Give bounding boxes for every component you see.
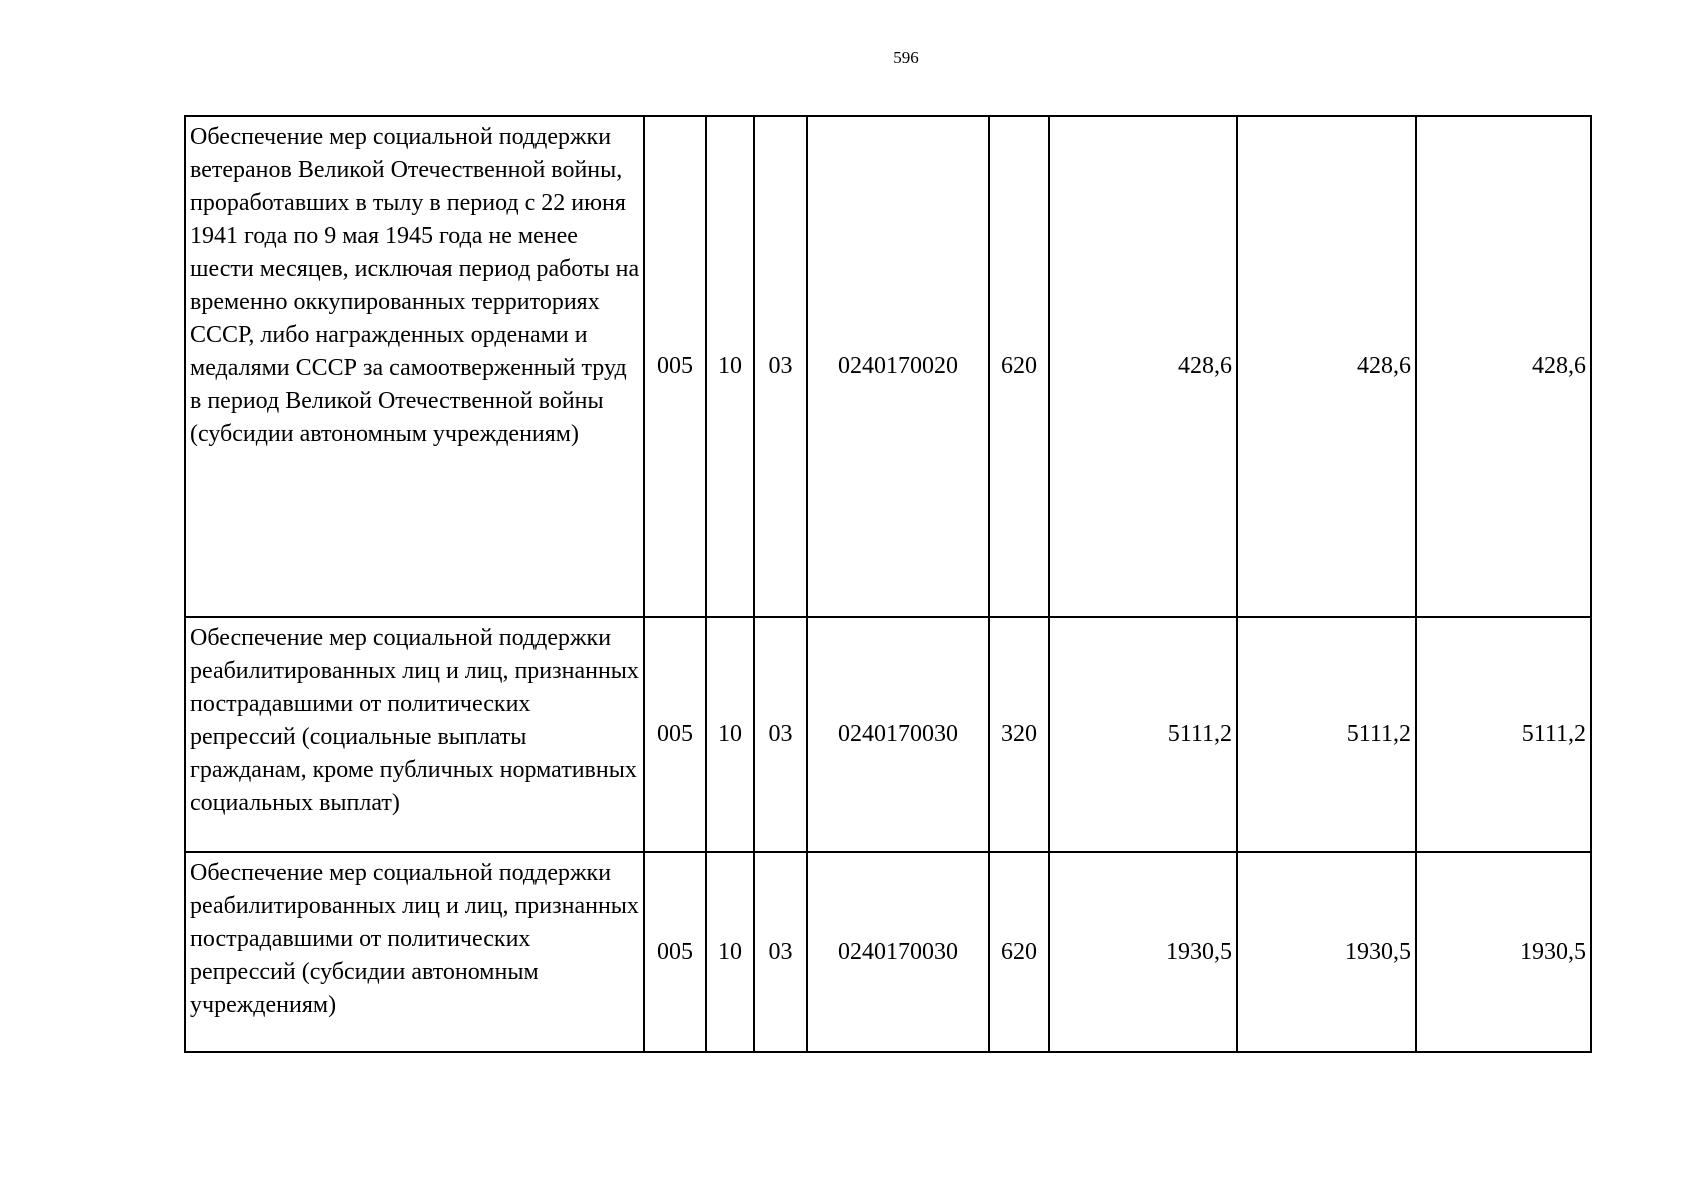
subsection-code: 03 bbox=[754, 116, 807, 617]
row-description: Обеспечение мер социальной поддержки реабилитированных лиц и лиц, признанных пострадавшими от политических репрессий (социальные выплаты гражданам, кроме публичных нормативных социальных выплат) bbox=[185, 617, 644, 852]
target-article-code: 0240170020 bbox=[807, 116, 989, 617]
table-row bbox=[185, 617, 1591, 852]
target-article-code: 0240170030 bbox=[807, 617, 989, 852]
amount-1: 428,6 bbox=[1049, 116, 1237, 617]
amount-3: 1930,5 bbox=[1416, 852, 1591, 1052]
expense-type-code: 320 bbox=[989, 617, 1049, 852]
expense-type-code: 620 bbox=[989, 852, 1049, 1052]
section-code: 10 bbox=[706, 617, 754, 852]
subsection-code: 03 bbox=[754, 617, 807, 852]
ministry-code: 005 bbox=[644, 617, 706, 852]
table-row bbox=[185, 852, 1591, 1052]
amount-2: 5111,2 bbox=[1237, 617, 1416, 852]
row-description: Обеспечение мер социальной поддержки ветеранов Великой Отечественной войны, проработавших в тылу в период с 22 июня 1941 года по 9 мая 1945 года не менее шести месяцев, исключая период работы на временно оккупированных территориях СССР, либо награжденных орденами и медалями СССР за самоотверженный труд в период Великой Отечественной войны (субсидии автономным учреждениям) bbox=[185, 116, 644, 617]
table-row bbox=[185, 116, 1591, 617]
amount-1: 5111,2 bbox=[1049, 617, 1237, 852]
page-number: 596 bbox=[893, 48, 919, 67]
budget-table bbox=[184, 115, 1592, 1053]
amount-2: 1930,5 bbox=[1237, 852, 1416, 1052]
row-description: Обеспечение мер социальной поддержки реабилитированных лиц и лиц, признанных пострадавшими от политических репрессий (субсидии автономным учреждениям) bbox=[185, 852, 644, 1052]
ministry-code: 005 bbox=[644, 852, 706, 1052]
expense-type-code: 620 bbox=[989, 116, 1049, 617]
amount-2: 428,6 bbox=[1237, 116, 1416, 617]
amount-3: 428,6 bbox=[1416, 116, 1591, 617]
section-code: 10 bbox=[706, 852, 754, 1052]
target-article-code: 0240170030 bbox=[807, 852, 989, 1052]
subsection-code: 03 bbox=[754, 852, 807, 1052]
amount-3: 5111,2 bbox=[1416, 617, 1591, 852]
ministry-code: 005 bbox=[644, 116, 706, 617]
section-code: 10 bbox=[706, 116, 754, 617]
amount-1: 1930,5 bbox=[1049, 852, 1237, 1052]
